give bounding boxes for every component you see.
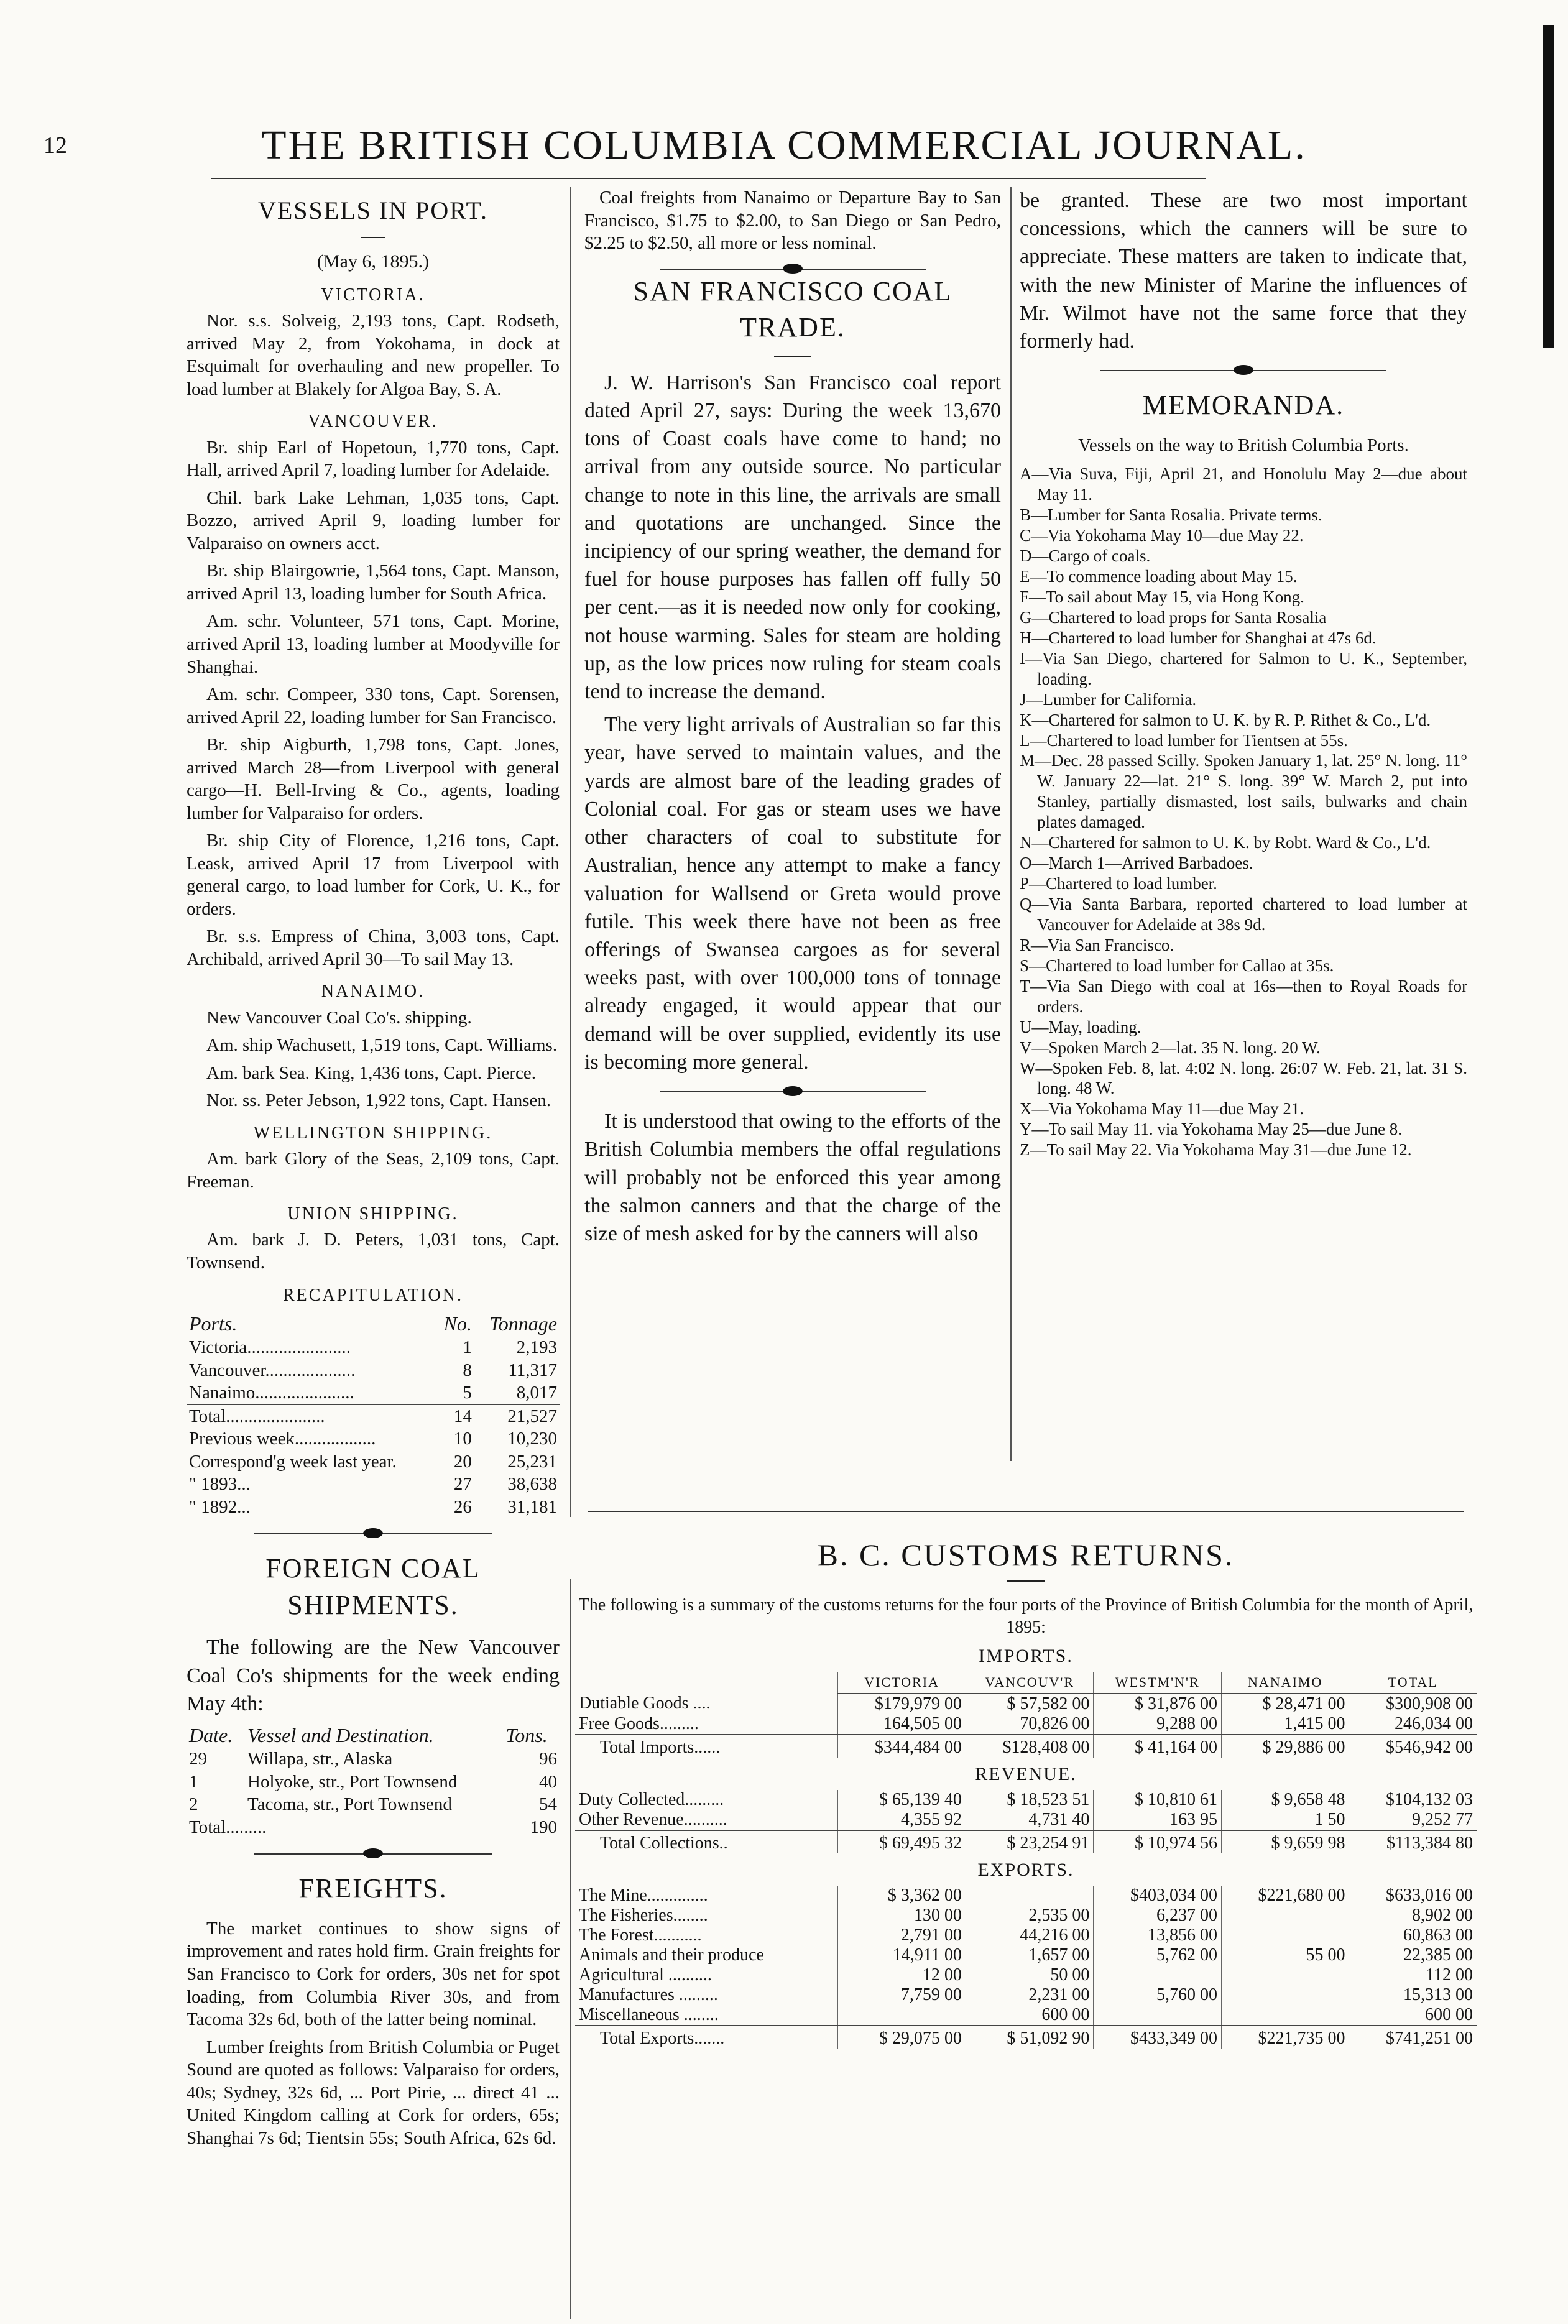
recap-row xyxy=(187,1496,560,1519)
column-divider-3 xyxy=(570,1579,571,2319)
vessel-entry: Am. bark Glory of the Seas, 2,109 tons, Capt. Freeman. xyxy=(187,1149,560,1192)
memo-item: Z—To sail May 22. Via Yokohama May 31—due June 12. xyxy=(1020,1140,1412,1160)
sf-coal-paragraph-2: The very light arrivals of Australian so far this year, have served to maintain values, and the yards are almost bare of the leading grades of Colonial coal. For gas or steam uses we have other characters of coal to substitute for Australian, hence any attempt to make a fancy valuation for Wallsend or Greta would prove futile. This week there have not been as free offerings of Swansea cargoes as for several weeks past, with over 100,000 tons of tonnage already engaged, it would appear that our demand will be over supplied, evidently its use is becoming more general. xyxy=(584,713,1001,1074)
customs-total-value: $221,735 00 xyxy=(1221,2026,1349,2049)
customs-value xyxy=(1221,1985,1349,2005)
memo-item: D—Cargo of coals. xyxy=(1020,546,1151,566)
customs-row xyxy=(575,1925,1477,1945)
customs-row-label: Duty Collected......... xyxy=(579,1789,724,1809)
vessel-entry: Br. ship Aigburth, 1,798 tons, Capt. Jones, arrived March 28—from Liverpool with general cargo—H. Bell-Irving & Co., agents, loading lumber for Valparaiso for orders. xyxy=(187,735,560,823)
customs-value: 1 50 xyxy=(1221,1810,1349,1830)
recap-row xyxy=(187,1336,560,1359)
memo-item: T—Via San Diego with coal at 16s—then to Royal Roads for orders. xyxy=(1020,976,1467,1016)
vessel-entry: Br. s.s. Empress of China, 3,003 tons, Capt. Archibald, arrived April 30—To sail May 13. xyxy=(187,926,560,969)
coal-row xyxy=(187,1748,560,1771)
coal-cell: 40 xyxy=(539,1771,557,1792)
customs-total-label: Total Exports....... xyxy=(575,2026,838,2049)
recap-cell: 8 xyxy=(463,1360,472,1380)
customs-section xyxy=(575,1511,1477,2049)
customs-value: 9,288 00 xyxy=(1094,1714,1222,1735)
customs-value: 5,762 00 xyxy=(1094,1945,1222,1965)
customs-total-value: $344,484 00 xyxy=(838,1735,966,1758)
memoranda-title: MEMORANDA. xyxy=(1142,390,1345,421)
recap-cell: 14 xyxy=(453,1406,472,1426)
scan-edge-bar xyxy=(1543,25,1554,348)
customs-value: $633,016 00 xyxy=(1349,1886,1477,1906)
customs-row xyxy=(575,1810,1477,1830)
memo-item: V—Spoken March 2—lat. 35 N. long. 20 W. xyxy=(1020,1038,1321,1057)
vessel-entry: Am. schr. Volunteer, 571 tons, Capt. Morine, arrived April 13, loading lumber at Moodyville for Shanghai. xyxy=(187,611,560,677)
customs-row-label: Miscellaneous ........ xyxy=(579,2004,719,2024)
customs-value: 12 00 xyxy=(838,1965,966,1985)
memo-item: G—Chartered to load props for Santa Rosalia xyxy=(1020,607,1327,627)
recap-cell: 2,193 xyxy=(516,1337,557,1358)
recap-cell: 21,527 xyxy=(507,1406,557,1426)
customs-total-value: $113,384 80 xyxy=(1349,1830,1477,1853)
imports-title: IMPORTS. xyxy=(979,1645,1073,1666)
vessels-title: VESSELS IN PORT. xyxy=(257,196,488,224)
customs-row xyxy=(575,1985,1477,2005)
customs-value xyxy=(1221,1965,1349,1985)
divider xyxy=(361,237,385,238)
recap-cell: 26 xyxy=(453,1496,472,1517)
recap-row xyxy=(187,1359,560,1382)
customs-total-value: $741,251 00 xyxy=(1349,2026,1477,2049)
customs-column-header: VICTORIA xyxy=(838,1672,966,1694)
masthead-rule xyxy=(211,178,1206,179)
customs-value: $ 18,523 51 xyxy=(966,1790,1094,1810)
customs-value: $221,680 00 xyxy=(1221,1886,1349,1906)
customs-value: 246,034 00 xyxy=(1349,1714,1477,1735)
memo-item: K—Chartered for salmon to U. K. by R. P. Rithet & Co., L'd. xyxy=(1020,710,1431,729)
customs-total-label: Total Collections.. xyxy=(575,1830,838,1853)
vessel-entry: Nor. s.s. Solveig, 2,193 tons, Capt. Rodseth, arrived May 2, from Yokohama, in dock at Esquimalt for overhauling and new propeller. To load lumber at Blakely for Algoa Bay, S. A. xyxy=(187,311,560,399)
coal-total-label: Total......... xyxy=(189,1817,267,1837)
vessel-entry: Am. bark Sea. King, 1,436 tons, Capt. Pierce. xyxy=(206,1063,536,1083)
column-right xyxy=(1020,187,1467,1160)
customs-row xyxy=(575,1790,1477,1810)
memo-item: F—To sail about May 15, via Hong Kong. xyxy=(1020,587,1304,606)
customs-row-label: Agricultural .......... xyxy=(579,1965,712,1985)
coal-header: Tons. xyxy=(505,1723,548,1746)
recap-cell: 10,230 xyxy=(507,1429,557,1449)
customs-row-label: Free Goods......... xyxy=(579,1713,699,1733)
sf-coal-title: SAN FRANCISCO COAL TRADE. xyxy=(633,275,952,343)
customs-total-value: $433,349 00 xyxy=(1094,2026,1222,2049)
customs-value: 600 00 xyxy=(966,2005,1094,2026)
recap-row xyxy=(187,1427,560,1450)
customs-value: 60,863 00 xyxy=(1349,1925,1477,1945)
column-middle xyxy=(584,187,1001,1253)
customs-total-value: $546,942 00 xyxy=(1349,1735,1477,1758)
recap-cell: Vancouver.................... xyxy=(189,1360,356,1380)
customs-row xyxy=(575,2005,1477,2026)
customs-value: 130 00 xyxy=(838,1906,966,1925)
freights-paragraph-2: Lumber freights from British Columbia or Puget Sound are quoted as follows: Valparaiso for orders, 40s; Sydney, 32s 6d, ... Port Pirie, ... direct 41 ... United Kingdom calling at Cork for orders, 65s; Shanghai 7s 6d; Tientsin 55s; South Africa, 62s 6d. xyxy=(187,2037,560,2148)
freights-paragraph-1: The market continues to show signs of improvement and rates hold firm. Grain freights for San Francisco to Cork for orders, 30s net for spot loading, from Columbia River 30s, and from Tacoma 32s 6d, both of the latter being nominal. xyxy=(187,1918,560,2030)
memo-item: E—To commence loading about May 15. xyxy=(1020,567,1298,586)
customs-row xyxy=(575,1886,1477,1906)
customs-value: 8,902 00 xyxy=(1349,1906,1477,1925)
section-rule xyxy=(588,1511,1464,1512)
coal-cell: 54 xyxy=(539,1794,557,1815)
customs-row-label: Animals and their produce xyxy=(579,1945,764,1965)
customs-value: 4,731 40 xyxy=(966,1810,1094,1830)
port-heading: VANCOUVER. xyxy=(308,412,438,431)
customs-value: 50 00 xyxy=(966,1965,1094,1985)
customs-row-label: Other Revenue.......... xyxy=(579,1809,727,1829)
column-divider-1 xyxy=(570,187,571,1517)
customs-value xyxy=(1221,1925,1349,1945)
coal-header: Vessel and Destination. xyxy=(247,1723,434,1746)
recap-cell: " 1892... xyxy=(189,1496,251,1517)
customs-total-value: $ 9,659 98 xyxy=(1221,1830,1349,1853)
memo-item: Q—Via Santa Barbara, reported chartered to load lumber at Vancouver for Adelaide at 38s 9d. xyxy=(1020,895,1467,934)
customs-value: $403,034 00 xyxy=(1094,1886,1222,1906)
coal-cell: 2 xyxy=(189,1794,198,1815)
recap-cell: 38,638 xyxy=(507,1474,557,1495)
customs-value: $300,908 00 xyxy=(1349,1694,1477,1714)
customs-value: $104,132 03 xyxy=(1349,1790,1477,1810)
customs-value: $ 65,139 40 xyxy=(838,1790,966,1810)
memo-item: N—Chartered for salmon to U. K. by Robt. Ward & Co., L'd. xyxy=(1020,833,1431,852)
customs-value: 55 00 xyxy=(1221,1945,1349,1965)
port-heading: NANAIMO. xyxy=(321,982,425,1002)
coal-freight-note: Coal freights from Nanaimo or Departure Bay to San Francisco, $1.75 to $2.00, to San Diego or San Pedro, $2.25 to $2.50, all more or less nominal. xyxy=(584,188,1001,254)
coal-shipments-table xyxy=(187,1723,560,1838)
customs-value: 22,385 00 xyxy=(1349,1945,1477,1965)
memoranda-subtitle: Vessels on the way to British Columbia Ports. xyxy=(1078,435,1409,455)
customs-value: $179,979 00 xyxy=(838,1694,966,1714)
section-separator xyxy=(187,1845,560,1863)
recap-cell: Total...................... xyxy=(189,1406,325,1426)
customs-value xyxy=(838,2005,966,2026)
coal-cell: 96 xyxy=(539,1749,557,1769)
customs-title: B. C. CUSTOMS RETURNS. xyxy=(817,1538,1235,1572)
vessel-entry: New Vancouver Coal Co's. shipping. xyxy=(206,1007,472,1028)
vessel-groups xyxy=(187,284,560,1274)
recap-cell: 31,181 xyxy=(507,1496,557,1517)
masthead: THE BRITISH COLUMBIA COMMERCIAL JOURNAL. xyxy=(261,122,1307,168)
recap-row xyxy=(187,1404,560,1427)
column-left xyxy=(187,187,560,2154)
customs-total-value: $128,408 00 xyxy=(966,1735,1094,1758)
customs-value: 2,231 00 xyxy=(966,1985,1094,2005)
imports-table xyxy=(575,1672,1477,1758)
memo-item: J—Lumber for California. xyxy=(1020,689,1197,709)
vessel-entry: Am. bark J. D. Peters, 1,031 tons, Capt. Townsend. xyxy=(187,1230,560,1273)
customs-value: 13,856 00 xyxy=(1094,1925,1222,1945)
memo-item: B—Lumber for Santa Rosalia. Private terms. xyxy=(1020,505,1322,525)
customs-total-value: $ 41,164 00 xyxy=(1094,1735,1222,1758)
customs-value: 9,252 77 xyxy=(1349,1810,1477,1830)
customs-value: 15,313 00 xyxy=(1349,1985,1477,2005)
customs-value: 1,657 00 xyxy=(966,1945,1094,1965)
customs-value: $ 3,362 00 xyxy=(838,1886,966,1906)
customs-value: 112 00 xyxy=(1349,1965,1477,1985)
sf-coal-paragraph-1: J. W. Harrison's San Francisco coal report dated April 27, says: During the week 13,670 tons of Coast coals have come to hand; no arrival from any outside source. No particular change to note in this line, the arrivals are small and quotations are unchanged. Since the incipiency of our spring weather, the demand for fuel for house purposes has fallen off fully 50 per cent.—as it is needed now only for cooking, not house warming. Sales for steam are holding up, as the low prices now ruling for steam coals tend to increase the demand. xyxy=(584,371,1001,704)
memo-item: L—Chartered to load lumber for Tientsen at 55s. xyxy=(1020,731,1348,750)
customs-total-value: $ 10,974 56 xyxy=(1094,1830,1222,1853)
customs-total-label: Total Imports...... xyxy=(575,1735,838,1758)
customs-row xyxy=(575,1714,1477,1735)
customs-value: 163 95 xyxy=(1094,1810,1222,1830)
page-number: 12 xyxy=(44,132,67,159)
customs-total-value: $ 23,254 91 xyxy=(966,1830,1094,1853)
recap-cell: Previous week.................. xyxy=(189,1429,376,1449)
memo-item: A—Via Suva, Fiji, April 21, and Honolulu May 2—due about May 11. xyxy=(1020,464,1467,504)
memo-item: W—Spoken Feb. 8, lat. 4:02 N. long. 26:07 W. Feb. 21, lat. 31 S. long. 48 W. xyxy=(1020,1058,1467,1098)
customs-value: 2,535 00 xyxy=(966,1906,1094,1925)
column-divider-2 xyxy=(1010,187,1012,1461)
customs-value: 2,791 00 xyxy=(838,1925,966,1945)
customs-value xyxy=(1094,2005,1222,2026)
vessel-entry: Nor. ss. Peter Jebson, 1,922 tons, Capt. Hansen. xyxy=(206,1091,551,1111)
recap-cell: Victoria....................... xyxy=(189,1337,351,1358)
customs-total-value: $ 29,886 00 xyxy=(1221,1735,1349,1758)
coal-cell: 29 xyxy=(189,1749,207,1769)
coal-cell: Tacoma, str., Port Townsend xyxy=(247,1794,452,1815)
customs-total-value: $ 69,495 32 xyxy=(838,1830,966,1853)
coal-cell: Willapa, str., Alaska xyxy=(247,1749,393,1769)
customs-total-row xyxy=(575,1735,1477,1758)
customs-row-label: The Fisheries........ xyxy=(579,1905,708,1925)
memo-item: Y—To sail May 11. via Yokohama May 25—due June 8. xyxy=(1020,1120,1403,1139)
customs-value: 164,505 00 xyxy=(838,1714,966,1735)
header-spacer xyxy=(575,1672,838,1694)
exports-title: EXPORTS. xyxy=(977,1859,1074,1880)
recap-cell: " 1893... xyxy=(189,1474,251,1495)
memo-item: H—Chartered to load lumber for Shanghai at 47s 6d. xyxy=(1020,628,1377,647)
customs-value: $ 57,582 00 xyxy=(966,1694,1094,1714)
memo-item: U—May, loading. xyxy=(1020,1017,1141,1036)
recap-cell: 5 xyxy=(463,1383,472,1403)
customs-row-label: Manufactures ......... xyxy=(579,1985,718,2004)
recap-cell: 1 xyxy=(463,1337,472,1358)
offal-note: It is understood that owing to the efforts of the British Columbia members the offal regulations will probably not be enforced this year among the salmon canners and that the charge of the size of mesh asked for by the canners will also xyxy=(584,1110,1001,1245)
customs-value xyxy=(1221,2005,1349,2026)
port-heading: WELLINGTON SHIPPING. xyxy=(253,1123,493,1143)
customs-total-value: $ 51,092 90 xyxy=(966,2026,1094,2049)
section-separator xyxy=(584,1082,1001,1101)
memo-item: S—Chartered to load lumber for Callao at 35s. xyxy=(1020,956,1334,975)
divider xyxy=(774,356,811,357)
customs-value: 4,355 92 xyxy=(838,1810,966,1830)
customs-value: 44,216 00 xyxy=(966,1925,1094,1945)
vessel-entry: Br. ship Earl of Hopetoun, 1,770 tons, Capt. Hall, arrived April 7, loading lumber for Adelaide. xyxy=(187,437,560,481)
port-heading: UNION SHIPPING. xyxy=(287,1204,459,1224)
vessel-entry: Chil. bark Lake Lehman, 1,035 tons, Capt. Bozzo, arrived April 9, loading lumber for Valparaiso on owners acct. xyxy=(187,487,560,553)
coal-cell: Holyoke, str., Port Townsend xyxy=(247,1771,458,1792)
recap-row xyxy=(187,1450,560,1473)
customs-value: 600 00 xyxy=(1349,2005,1477,2026)
section-separator xyxy=(187,1524,560,1543)
recap-cell: 20 xyxy=(453,1451,472,1472)
customs-row-label: The Mine.............. xyxy=(579,1885,708,1905)
customs-value xyxy=(966,1886,1094,1906)
customs-value xyxy=(1094,1965,1222,1985)
memo-item: I—Via San Diego, chartered for Salmon to U. K., September, loading. xyxy=(1020,648,1467,688)
recap-row xyxy=(187,1381,560,1404)
customs-intro: The following is a summary of the customs returns for the four ports of the Province of British Columbia for the month of April, 1895: xyxy=(578,1595,1473,1638)
customs-column-header: WESTM'N'R xyxy=(1094,1672,1222,1694)
vessel-entry: Br. ship Blairgowrie, 1,564 tons, Capt. Manson, arrived April 13, loading lumber for South Africa. xyxy=(187,561,560,604)
coal-header: Date. xyxy=(189,1723,233,1746)
vessels-date: (May 6, 1895.) xyxy=(317,251,429,272)
customs-value: 70,826 00 xyxy=(966,1714,1094,1735)
offal-continued: be granted. These are two most important concessions, which the canners will be sure to appreciate. These matters are taken to indicate that, with the new Minister of Marine the influences of Mr. Wilmot have not the same force that they formerly had. xyxy=(1020,189,1467,353)
customs-value: 6,237 00 xyxy=(1094,1906,1222,1925)
coal-cell: 1 xyxy=(189,1771,198,1792)
customs-value: 1,415 00 xyxy=(1221,1714,1349,1735)
recap-cell: 11,317 xyxy=(508,1360,557,1380)
divider xyxy=(1007,1580,1045,1582)
customs-value: 7,759 00 xyxy=(838,1985,966,2005)
recap-cell: 27 xyxy=(453,1474,472,1495)
recap-row xyxy=(187,1473,560,1496)
coal-total-value: 190 xyxy=(530,1817,557,1837)
memo-item: O—March 1—Arrived Barbadoes. xyxy=(1020,854,1253,873)
memo-item: X—Via Yokohama May 11—due May 21. xyxy=(1020,1099,1304,1118)
customs-row xyxy=(575,1906,1477,1925)
recap-header: No. xyxy=(443,1312,472,1335)
customs-value: $ 28,471 00 xyxy=(1221,1694,1349,1714)
coal-shipments-title: FOREIGN COAL SHIPMENTS. xyxy=(265,1553,481,1620)
vessel-entry: Am. ship Wachusett, 1,519 tons, Capt. Williams. xyxy=(206,1035,558,1056)
exports-table xyxy=(575,1886,1477,2049)
customs-value: $ 9,658 48 xyxy=(1221,1790,1349,1810)
customs-value: $ 10,810 61 xyxy=(1094,1790,1222,1810)
coal-shipments-intro: The following are the New Vancouver Coal Co's shipments for the week ending May 4th: xyxy=(187,1636,560,1715)
recap-header: Tonnage xyxy=(489,1312,557,1335)
customs-row-label: The Forest........... xyxy=(579,1925,702,1945)
vessel-entry: Am. schr. Compeer, 330 tons, Capt. Sorensen, arrived April 22, loading lumber for San Francisco. xyxy=(187,685,560,727)
rule xyxy=(584,260,1001,266)
recap-table xyxy=(187,1311,560,1519)
customs-row-label: Dutiable Goods .... xyxy=(579,1693,711,1713)
customs-value: 5,760 00 xyxy=(1094,1985,1222,2005)
customs-value: $ 31,876 00 xyxy=(1094,1694,1222,1714)
customs-total-value: $ 29,075 00 xyxy=(838,2026,966,2049)
customs-row xyxy=(575,1965,1477,1985)
recap-title: RECAPITULATION. xyxy=(283,1286,463,1306)
customs-column-header: VANCOUV'R xyxy=(966,1672,1094,1694)
memo-item: P—Chartered to load lumber. xyxy=(1020,874,1217,893)
customs-column-header: TOTAL xyxy=(1349,1672,1477,1694)
customs-value: 14,911 00 xyxy=(838,1945,966,1965)
coal-row xyxy=(187,1793,560,1816)
recap-cell: Correspond'g week last year. xyxy=(189,1451,397,1472)
freights-title: FREIGHTS. xyxy=(298,1873,448,1904)
memo-item: R—Via San Francisco. xyxy=(1020,935,1174,954)
recap-cell: 8,017 xyxy=(516,1383,557,1403)
customs-row xyxy=(575,1945,1477,1965)
memo-item: C—Via Yokohama May 10—due May 22. xyxy=(1020,526,1304,545)
customs-column-header: NANAIMO xyxy=(1221,1672,1349,1694)
section-separator xyxy=(1020,361,1467,380)
recap-cell: Nanaimo...................... xyxy=(189,1383,354,1403)
coal-row xyxy=(187,1771,560,1794)
recap-header: Ports. xyxy=(189,1312,238,1335)
revenue-table xyxy=(575,1790,1477,1853)
recap-cell: 10 xyxy=(453,1429,472,1449)
port-heading: VICTORIA. xyxy=(321,285,425,305)
customs-row xyxy=(575,1694,1477,1714)
recap-cell: 25,231 xyxy=(507,1451,557,1472)
vessel-entry: Br. ship City of Florence, 1,216 tons, Capt. Leask, arrived April 17 from Liverpool with general cargo, to load lumber for Cork, U. K., for orders. xyxy=(187,831,560,919)
customs-total-row xyxy=(575,2026,1477,2049)
memo-item: M—Dec. 28 passed Scilly. Spoken January 1, lat. 25° N. long. 11° W. January 22—lat. 21° S. long. 39° W. March 2, put into Stanley, partially dismasted, lost sails, bulwarks and chain plates damaged. xyxy=(1020,751,1467,832)
customs-total-row xyxy=(575,1830,1477,1853)
customs-value xyxy=(1221,1906,1349,1925)
revenue-title: REVENUE. xyxy=(975,1763,1077,1784)
memoranda-list xyxy=(1020,464,1467,1160)
